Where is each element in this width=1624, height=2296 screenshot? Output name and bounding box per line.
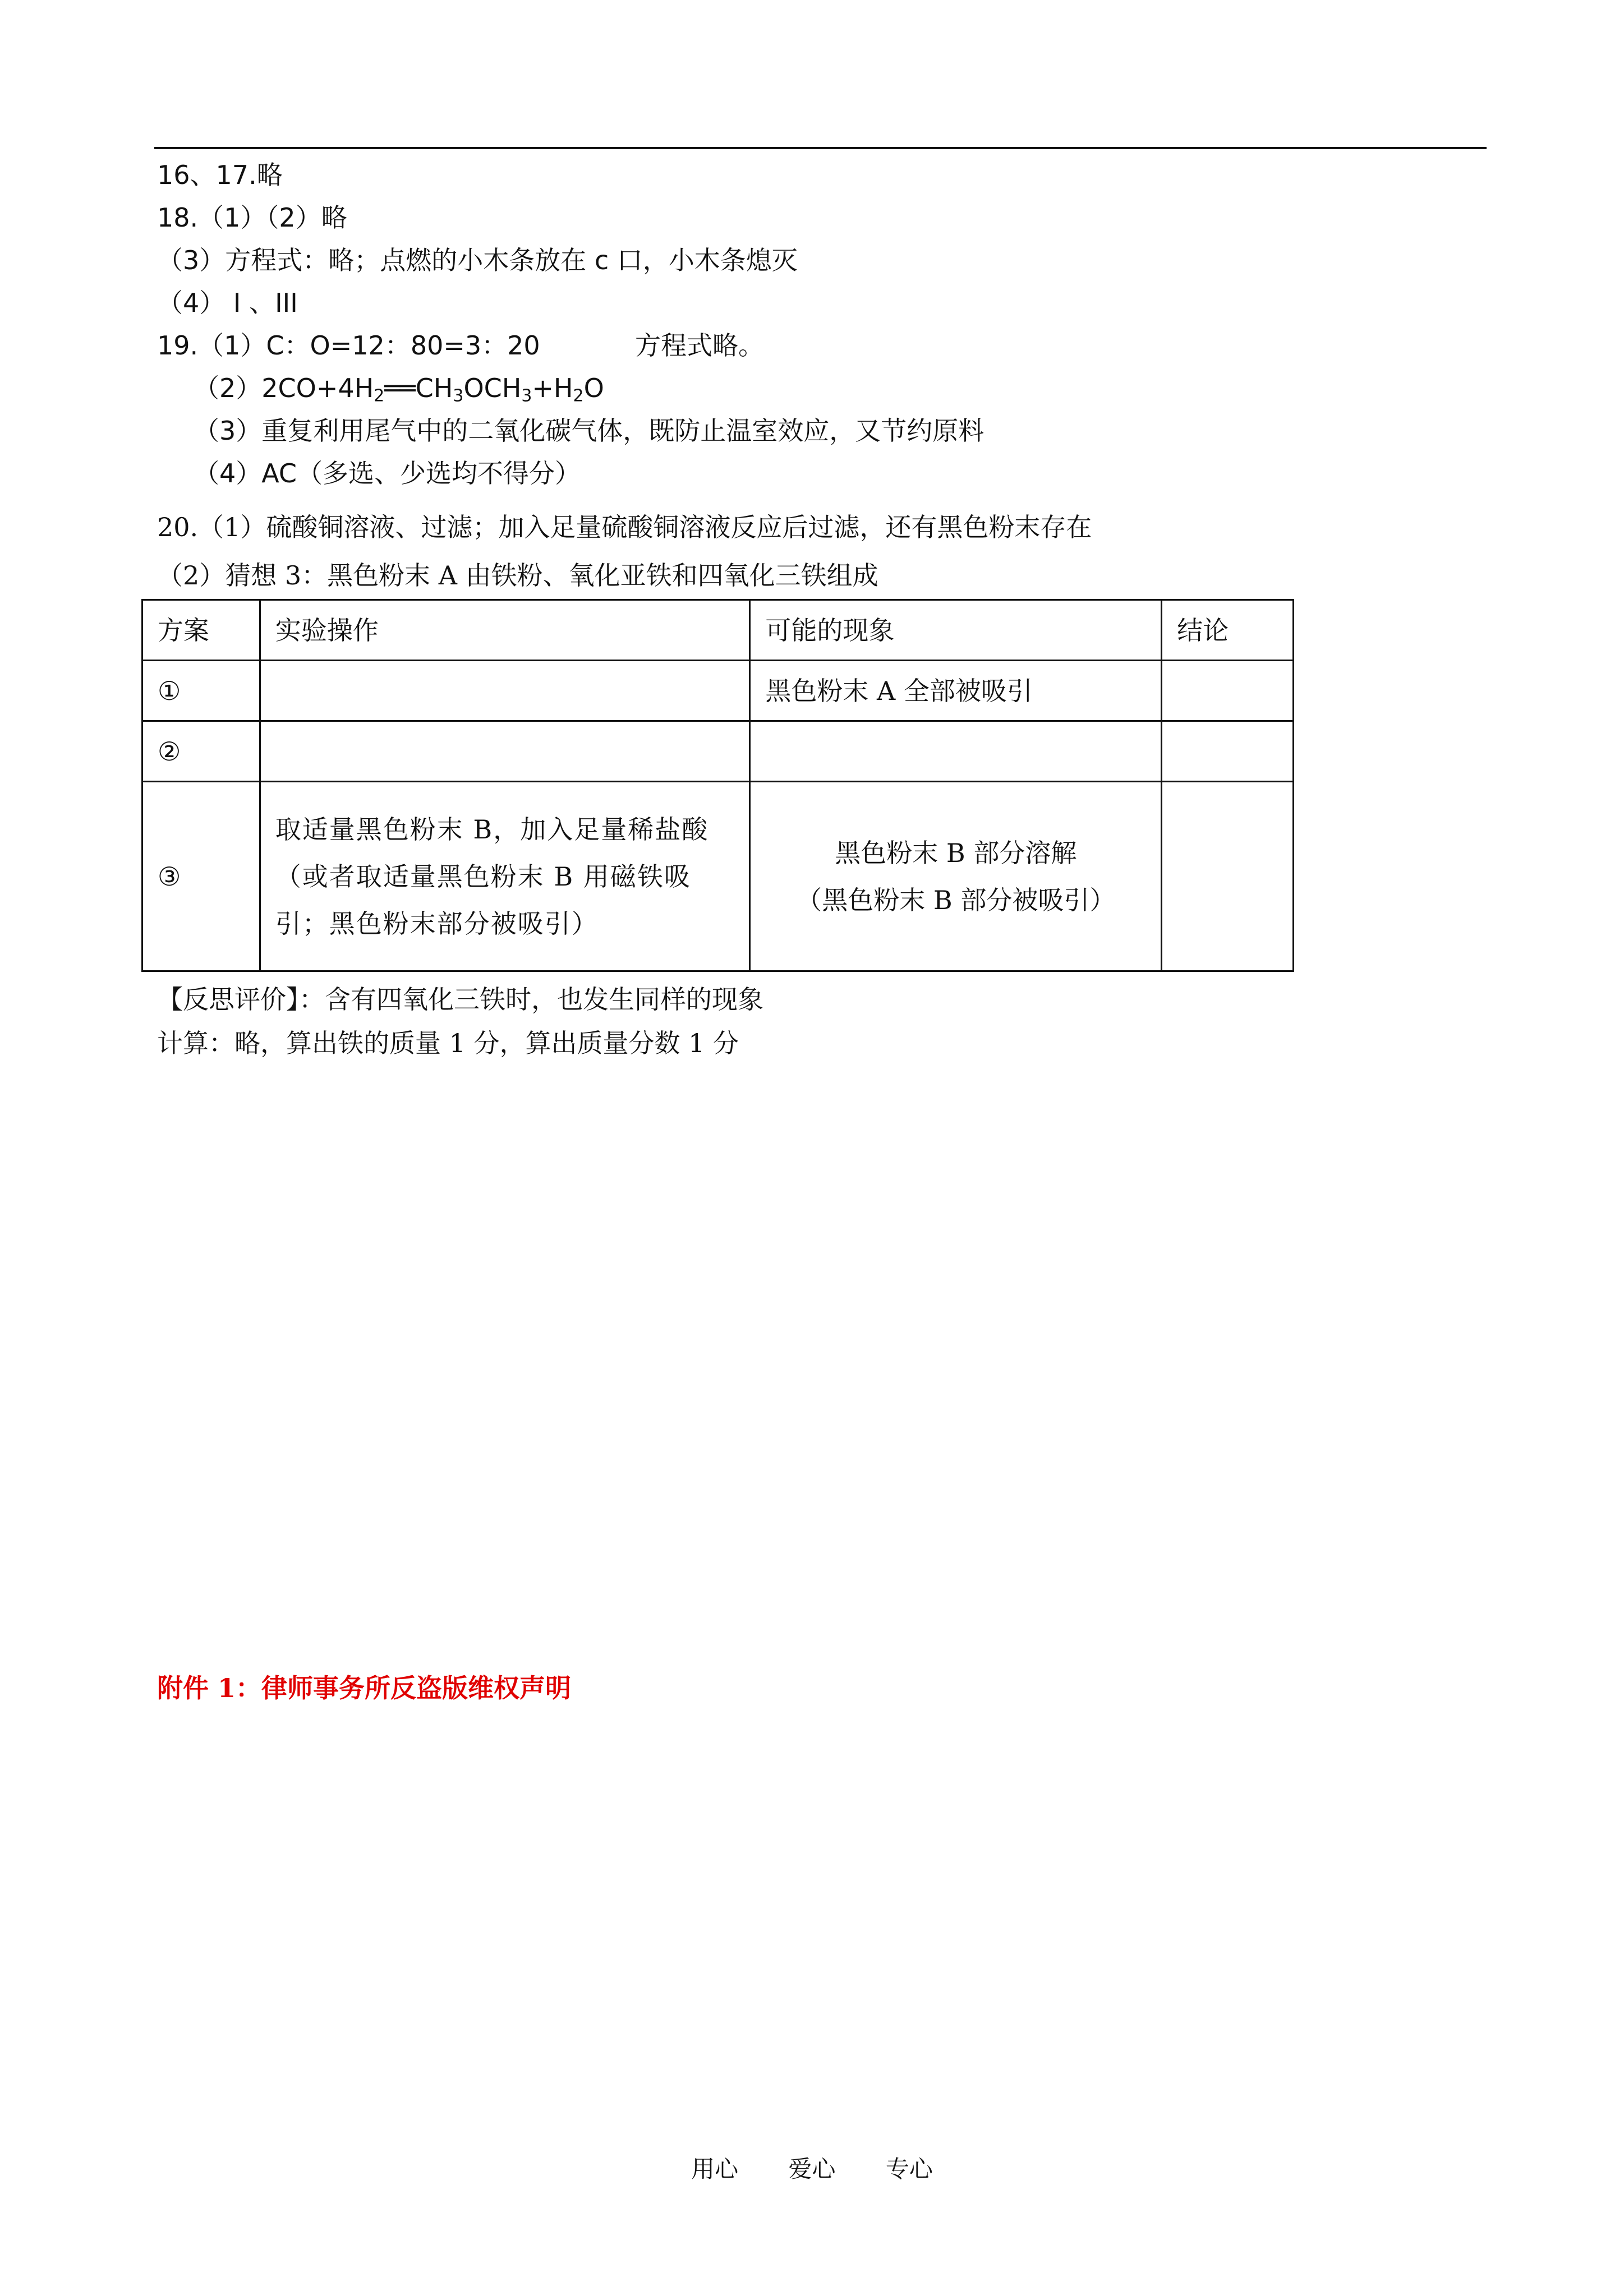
cell-operation: 取适量黑色粉末 B，加入足量稀盐酸（或者取适量黑色粉末 B 用磁铁吸引；黑色粉末部分被吸引） [260, 782, 750, 971]
cell-plan: ① [142, 661, 260, 721]
eq-part: OCH [463, 373, 522, 403]
table-row [142, 661, 1294, 721]
cell-conclusion [1162, 661, 1294, 721]
cell-operation [260, 721, 750, 782]
eq-sub: 2 [573, 386, 584, 406]
answer-19-3: （3）重复利用尾气中的二氧化碳气体，既防止温室效应，又节约原料 [194, 416, 984, 446]
cell-plan: ③ [142, 782, 260, 971]
answer-19-1 [157, 329, 764, 362]
attachment-title: 附件 1：律师事务所反盗版维权声明 [157, 1673, 572, 1703]
footer-word: 爱心 [788, 2155, 836, 2183]
header-plan: 方案 [142, 600, 260, 661]
answer-20-2: （2）猜想 3：黑色粉末 A 由铁粉、氧化亚铁和四氧化三铁组成 [157, 560, 878, 591]
answer-16-17: 16、17.略 [157, 160, 283, 190]
header-phenomenon: 可能的现象 [750, 600, 1162, 661]
answer-19-2 [194, 371, 604, 413]
table-row [142, 782, 1294, 971]
answer-19-1-ratio: 19.（1）C：O=12：80=3：20 [157, 330, 540, 361]
eq-part: O [583, 373, 604, 403]
answer-20-1: 20.（1）硫酸铜溶液、过滤；加入足量硫酸铜溶液反应后过滤，还有黑色粉末存在 [157, 512, 1092, 542]
header-conclusion: 结论 [1162, 600, 1294, 661]
phenomenon-line-1: 黑色粉末 B 部分溶解 [835, 837, 1077, 868]
eq-sub: 3 [453, 386, 464, 406]
header-operation: 实验操作 [260, 600, 750, 661]
experiment-table [141, 599, 1294, 972]
calculation-text: 计算：略，算出铁的质量 1 分，算出质量分数 1 分 [157, 1028, 739, 1058]
cell-conclusion [1162, 782, 1294, 971]
cell-conclusion [1162, 721, 1294, 782]
answer-19-1-equation: 方程式略。 [634, 330, 764, 361]
cell-phenomenon [750, 721, 1162, 782]
eq-part: （2）2CO+4H [194, 373, 374, 403]
table-header-row [142, 600, 1294, 661]
page-footer [0, 2151, 1624, 2184]
cell-plan: ② [142, 721, 260, 782]
answer-18-1-2: 18.（1）（2）略 [157, 202, 347, 233]
footer-word: 用心 [691, 2155, 739, 2183]
answer-18-4: （4） I 、III [157, 288, 298, 318]
eq-part: +H [532, 373, 573, 403]
table-row [142, 721, 1294, 782]
eq-sub: 3 [521, 386, 532, 406]
header-rule [154, 147, 1487, 149]
eq-sub: 2 [374, 386, 385, 406]
phenomenon-line-2: （黑色粉末 B 部分被吸引） [796, 884, 1116, 915]
cell-phenomenon [750, 782, 1162, 971]
footer-word: 专心 [885, 2155, 933, 2183]
cell-operation [260, 661, 750, 721]
eq-part: ══CH [384, 373, 453, 403]
reflection-text: 【反思评价】：含有四氧化三铁时，也发生同样的现象 [157, 984, 763, 1015]
cell-phenomenon: 黑色粉末 A 全部被吸引 [750, 661, 1162, 721]
answer-19-4: （4）AC（多选、少选均不得分） [194, 458, 581, 488]
answer-18-3: （3）方程式：略；点燃的小木条放在 c 口，小木条熄灭 [157, 245, 798, 275]
